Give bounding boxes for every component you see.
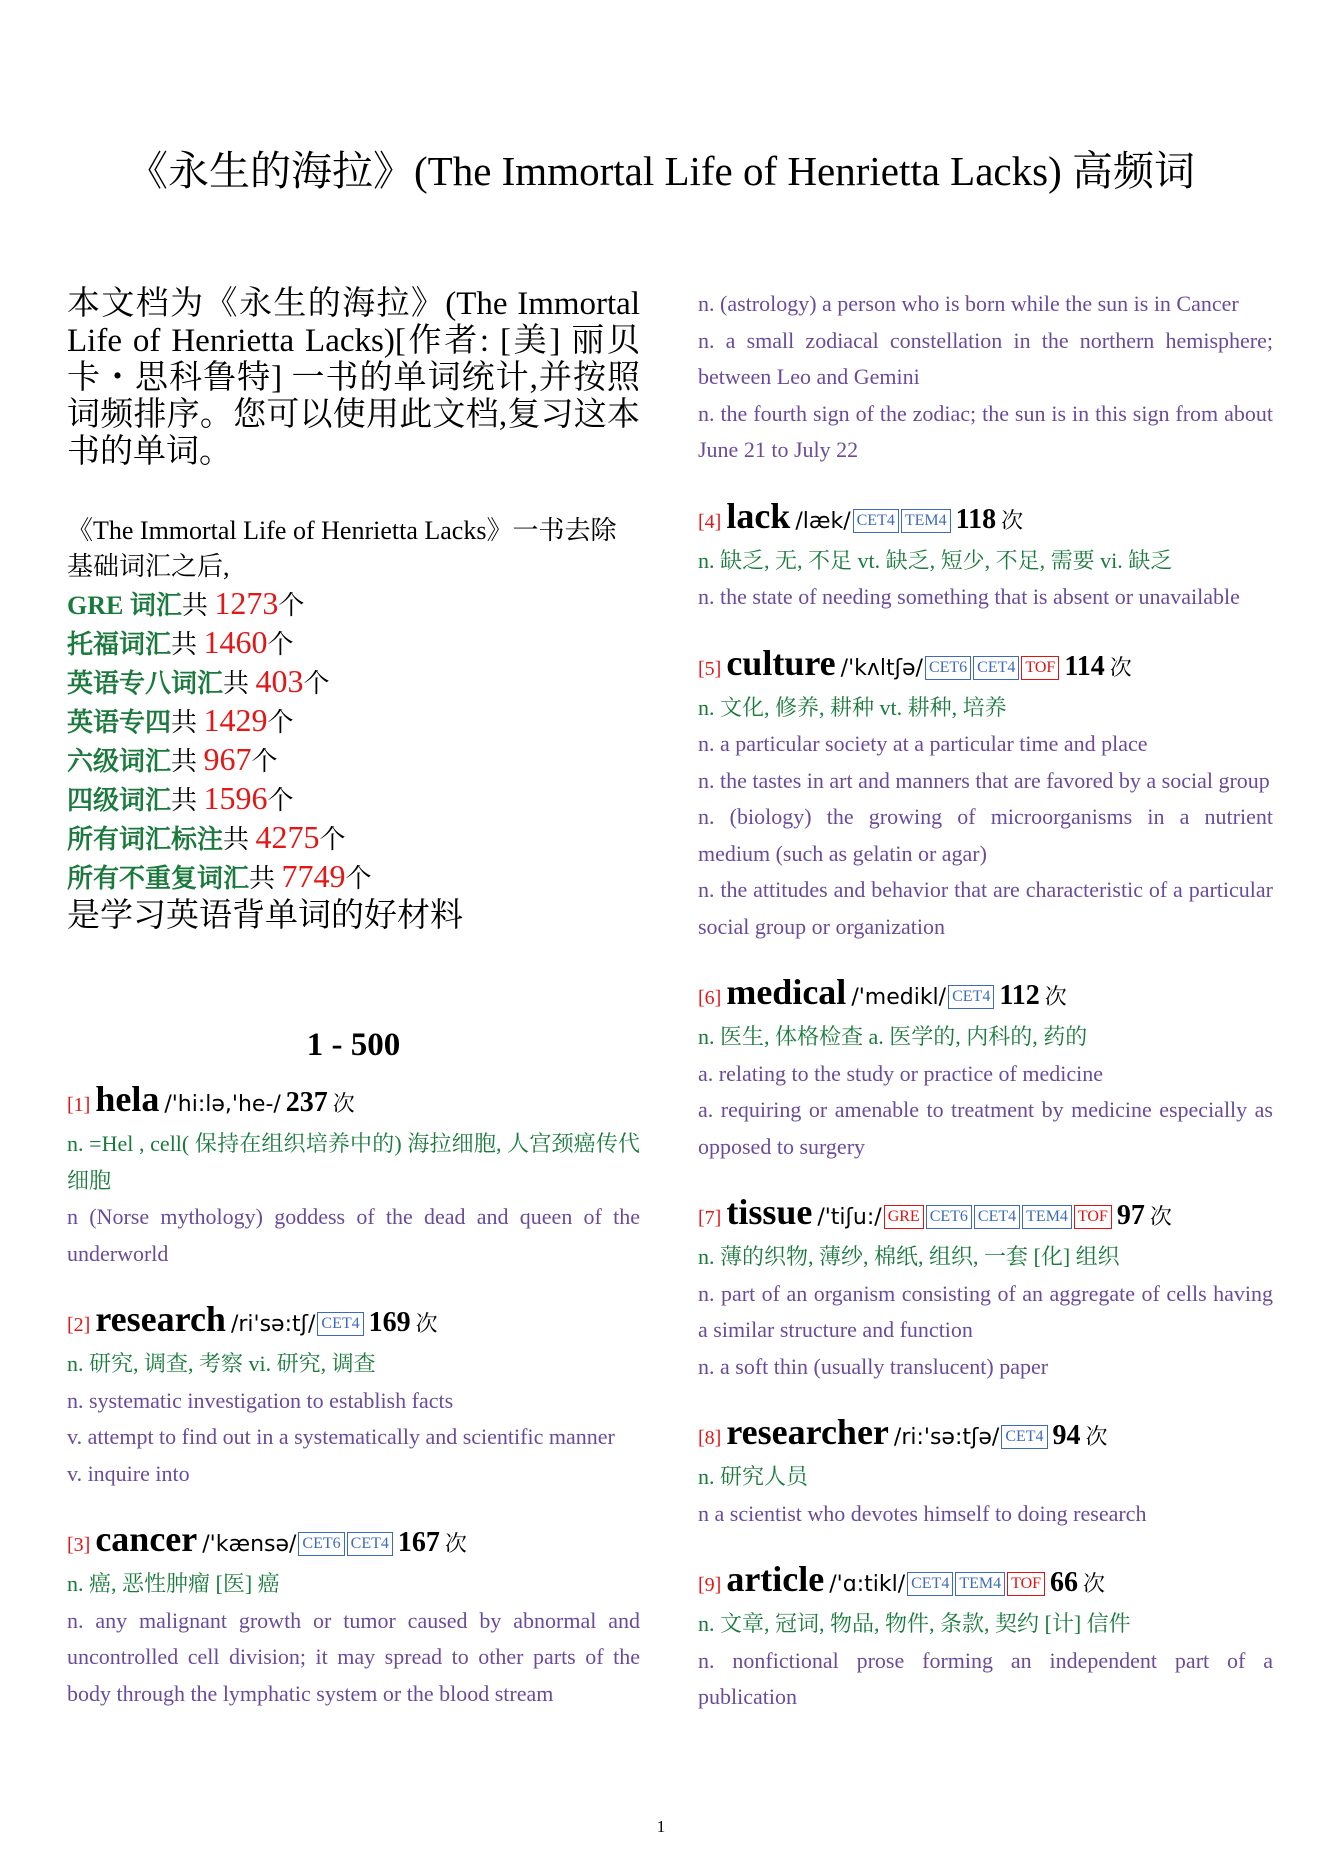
exam-tag: CET6 [298,1532,344,1556]
entry-phonetic: /'ɑ:tikl/ [829,1572,906,1597]
entry-head [67,1298,640,1346]
definition-cn: n. 文章, 冠词, 物品, 物件, 条款, 契约 [计] 信件 [698,1611,1131,1636]
count-suffix: 次 [1044,984,1067,1009]
stat-number: 1596 [203,780,268,816]
vocab-entry [698,971,1273,1165]
entry-word: hela [95,1079,160,1119]
exam-tag: CET4 [974,1205,1020,1229]
stats-tail: 是学习英语背单词的好材料 [67,898,463,934]
stat-unit: 个 [278,591,305,620]
entry-head [67,1078,640,1126]
entry-phonetic: /'kʌltʃə/ [840,655,923,681]
stat-number: 967 [203,741,252,777]
stat-number: 1273 [214,585,279,621]
entry-word: medical [726,972,847,1012]
entry-word: article [726,1559,825,1599]
entry-phonetic: /'hi:lə,'he-/ [164,1092,281,1117]
entries-right [698,286,1273,1716]
definition-en: n (Norse mythology) goddess of the dead and queen of the underworld [67,1204,640,1266]
stat-unit: 个 [267,786,294,815]
stat-line [67,741,640,780]
definition-en: n. a particular society at a particular time and place [698,731,1148,756]
exam-tag: TEM4 [901,509,951,533]
vocab-entry [698,495,1273,616]
count-suffix: 次 [1109,654,1132,680]
entry-index: [1] [67,1094,91,1116]
definition-cn: n. 研究人员 [698,1464,809,1489]
entry-index: [4] [698,510,722,533]
vocab-entry [698,1411,1273,1532]
entry-index: [7] [698,1207,722,1229]
entry-head [698,1411,1273,1459]
stats-block [67,513,640,935]
entry-head [698,642,1273,690]
intro-paragraph: 本文档为《永生的海拉》(The Immortal Life of Henrietta Lacks)[作者: [美] 丽贝卡・思科鲁特] 一书的单词统计,并按照词频排序。您可以使用此文档,复习这本书的单词。 [67,286,640,470]
definition-en: n. any malignant growth or tumor caused by abnormal and uncontrolled cell division; it may spread to other parts of the body through the lymphatic system or the blood stream [67,1607,640,1706]
stat-mid: 共 [181,591,215,620]
stat-mid: 共 [171,747,204,776]
exam-tag: CET6 [925,656,971,680]
exam-tag: TOF [1021,656,1059,680]
definition-cn: n. 文化, 修养, 耕种 vt. 耕种, 培养 [698,694,1007,720]
definition-en: n. (astrology) a person who is born while the sun is in Cancer [698,291,1239,316]
stat-label: 英语专八词汇 [67,669,224,698]
exam-tag: CET4 [907,1572,953,1596]
entry-head [67,1518,640,1566]
entry-count: 118 [955,503,997,535]
exam-tag: CET6 [926,1205,972,1229]
entry-count: 112 [999,980,1040,1011]
entry-head [698,971,1273,1019]
stats-lead: 《The Immortal Life of Henrietta Lacks》一书去除基础词汇之后, [67,516,617,581]
stat-unit: 个 [267,708,294,737]
range-heading: 1 - 500 [306,1027,401,1063]
definition-en: a. requiring or amenable to treatment by medicine especially as opposed to surgery [698,1097,1273,1159]
entry-count: 114 [1064,650,1105,682]
entry-index: [9] [698,1574,722,1596]
entry-count: 97 [1116,1200,1145,1231]
vocab-entry [698,1191,1273,1385]
definition-cn: n. 缺乏, 无, 不足 vt. 缺乏, 短少, 不足, 需要 vi. 缺乏 [698,547,1173,573]
stat-mid: 共 [171,630,204,659]
definition-en: n. a small zodiacal constellation in the northern hemisphere; between Leo and Gemini [698,327,1273,389]
exam-tag: TEM4 [1022,1205,1072,1229]
exam-tag: CET4 [948,985,994,1009]
exam-tag: CET4 [1001,1425,1047,1449]
definition-en: n. nonfictional prose forming an independent part of a publication [698,1647,1273,1709]
entry-count: 237 [285,1087,328,1118]
definition-en: n. part of an organism consisting of an aggregate of cells having a similar structure and function [698,1280,1273,1342]
definition-cn: n. 研究, 调查, 考察 vi. 研究, 调查 [67,1351,376,1376]
count-suffix: 次 [1085,1424,1108,1449]
exam-tag: TEM4 [955,1572,1005,1596]
stat-label: 六级词汇 [67,747,172,776]
definition-en: n. the state of needing something that is absent or unavailable [698,584,1240,609]
entry-word: researcher [726,1412,889,1452]
vocab-entry [67,1078,640,1272]
stat-line [67,663,640,702]
count-suffix: 次 [415,1311,438,1336]
definition-cn: n. 薄的织物, 薄纱, 棉纸, 组织, 一套 [化] 组织 [698,1244,1120,1269]
stat-line [67,585,640,624]
exam-tag: CET4 [853,509,899,533]
stat-label: GRE 词汇 [67,591,182,620]
entry-count: 94 [1052,1420,1081,1451]
count-suffix: 次 [1083,1571,1106,1596]
stat-label: 所有不重复词汇 [67,864,250,893]
right-column [698,286,1273,1742]
stat-mid: 共 [171,708,204,737]
stat-line [67,858,640,897]
entry-head [698,1191,1273,1239]
entry-phonetic: /læk/ [795,508,851,534]
definition-en: v. attempt to find out in a systematically and scientific manner [67,1424,615,1449]
definition-en: n. a soft thin (usually translucent) paper [698,1353,1049,1379]
stat-label: 托福词汇 [67,630,172,659]
exam-tag: TOF [1074,1205,1112,1229]
entries-left [67,1078,640,1712]
entry-word: lack [726,495,791,536]
stat-line [67,819,640,858]
document-title: 《永生的海拉》(The Immortal Life of Henrietta Lacks) 高频词 [127,148,1195,194]
entry-word: culture [726,642,836,683]
vocab-entry [698,642,1273,946]
entry-index: [2] [67,1314,91,1336]
exam-tag: CET4 [347,1532,393,1556]
stat-line [67,702,640,741]
stat-unit: 个 [303,669,330,698]
entry-head [698,1558,1273,1606]
entry-count: 167 [397,1527,440,1558]
stat-line [67,780,640,819]
entry-phonetic: /ri:'sə:tʃə/ [893,1425,1000,1450]
definition-en: n. systematic investigation to establish facts [67,1387,454,1413]
vocab-entry [698,1558,1273,1716]
entry-phonetic: /'kænsə/ [202,1532,297,1557]
entry-index: [8] [698,1427,722,1449]
stat-unit: 个 [319,825,346,854]
page-number: 1 [656,1817,666,1836]
entry-count: 169 [368,1307,411,1338]
entry-word: research [95,1299,226,1339]
definition-en: n a scientist who devotes himself to doing research [698,1500,1147,1526]
entry-phonetic: /'medikl/ [851,985,947,1010]
definition-en: a. relating to the study or practice of medicine [698,1060,1104,1086]
stat-number: 1460 [203,624,268,660]
stat-mid: 共 [223,825,256,854]
stat-line [67,624,640,663]
definition-en: v. inquire into [67,1460,190,1486]
stat-mid: 共 [249,864,282,893]
stat-number: 403 [255,663,304,699]
definition-en: n. (biology) the growing of microorganisms in a nutrient medium (such as gelatin or agar) [698,804,1273,866]
definition-cn: n. 癌, 恶性肿瘤 [医] 癌 [67,1571,280,1596]
count-suffix: 次 [1001,507,1024,533]
definition-en: n. the attitudes and behavior that are characteristic of a particular social group or organization [698,877,1273,939]
entry-word: cancer [95,1519,198,1559]
stat-unit: 个 [345,864,372,893]
stat-label: 英语专四 [67,708,172,737]
exam-tag: CET4 [317,1312,363,1336]
count-suffix: 次 [444,1531,467,1556]
exam-tag: CET4 [973,656,1019,680]
definition-cn: n. 医生, 体格检查 a. 医学的, 内科的, 药的 [698,1024,1088,1049]
stat-label: 四级词汇 [67,786,172,815]
count-suffix: 次 [332,1091,355,1116]
entry-count: 66 [1050,1567,1079,1598]
entry-index: [6] [698,987,722,1009]
stat-number: 1429 [203,702,268,738]
left-column [67,286,640,1738]
definition-en: n. the fourth sign of the zodiac; the sun is in this sign from about June 21 to July 22 [698,400,1273,462]
entry-phonetic: /ri'sə:tʃ/ [230,1312,316,1337]
vocab-entry [67,1298,640,1492]
exam-tag: TOF [1007,1572,1045,1596]
entry-index: [5] [698,657,722,680]
stat-number: 7749 [281,858,346,894]
stat-unit: 个 [251,747,278,776]
stat-unit: 个 [267,630,294,659]
entry-word: tissue [726,1192,813,1232]
stat-mid: 共 [223,669,256,698]
stat-number: 4275 [255,819,320,855]
exam-tag: GRE [884,1205,924,1229]
count-suffix: 次 [1149,1204,1172,1229]
stat-label: 所有词汇标注 [67,825,224,854]
vocab-entry [67,1518,640,1712]
entry-head [698,495,1273,543]
vocab-entry [698,286,1273,469]
entry-phonetic: /'tiʃu:/ [817,1205,882,1230]
definition-cn: n. =Hel , cell( 保持在组织培养中的) 海拉细胞, 人宫颈癌传代细胞 [67,1131,640,1193]
definition-en: n. the tastes in art and manners that are favored by a social group [698,767,1270,793]
entry-index: [3] [67,1534,91,1556]
stat-mid: 共 [171,786,204,815]
stats-lines [67,585,640,897]
